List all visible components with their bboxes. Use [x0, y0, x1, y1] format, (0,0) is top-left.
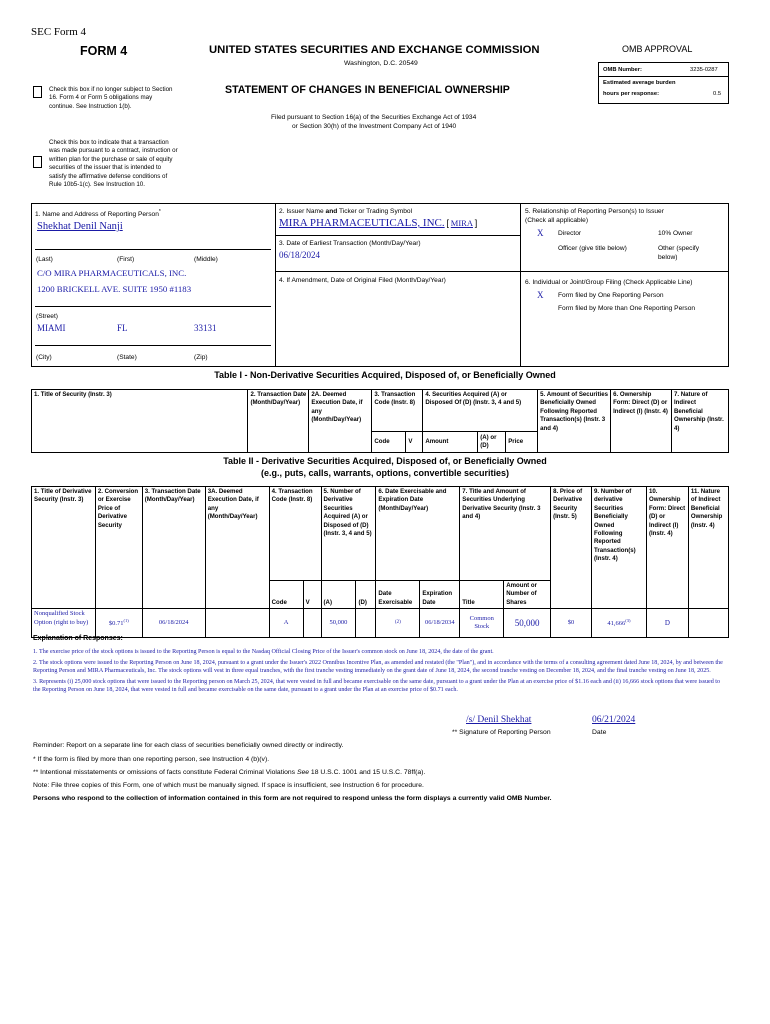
- t2-row-nature: [688, 609, 728, 638]
- t2-col-underlying: 7. Title and Amount of Securities Underlying Derivative Security (Instr. 3 and 4): [460, 487, 551, 581]
- box4-label: 4. If Amendment, Date of Original Filed (Month/Day/Year): [279, 277, 446, 284]
- t2-row-date-exercisable: (2): [376, 609, 420, 638]
- t2-col-owned: 9. Number of derivative Securities Beneficially Owned Following Reported Transaction(s) (Instr. 4): [592, 487, 647, 609]
- t2-row-price: $0.71$^{(1)}$: [95, 609, 142, 638]
- t1-col-amount-owned: 5. Amount of Securities Beneficially Owned Following Reported Transaction(s) (Instr. 3 and 4): [538, 390, 611, 453]
- box6-label: 6. Individual or Joint/Group Filing (Check Applicable Line): [525, 279, 693, 286]
- t2-row-security: Nonqualified Stock Option (right to buy): [32, 609, 96, 638]
- earliest-transaction-date: 06/18/2024: [279, 250, 321, 260]
- address-line-1: C/O MIRA PHARMACEUTICALS, INC.: [37, 268, 187, 278]
- omb-notice: Persons who respond to the collection of information contained in this form are not required to respond unless the form displays a currently valid OMB Number.: [33, 795, 552, 802]
- date-label: Date: [592, 729, 607, 736]
- first-name-label: (First): [117, 256, 135, 263]
- t1-sub-code: Code: [372, 432, 406, 453]
- t1-col-date: 2. Transaction Date (Month/Day/Year): [248, 390, 309, 453]
- t2-row-acquired: 50,000: [321, 609, 356, 638]
- t2-col-nature: 11. Nature of Indirect Beneficial Ownership (Instr. 4): [688, 487, 728, 609]
- more-persons-label: Form filed by More than One Reporting Person: [558, 305, 696, 312]
- signature-date: 06/21/2024: [592, 715, 636, 725]
- t2-row-expiration: 06/18/2034: [420, 609, 460, 638]
- t2-col-title: 1. Title of Derivative Security (Instr. 3): [32, 487, 96, 609]
- t2-row-disposed: [356, 609, 376, 638]
- t2-row-underlying-title: Common Stock: [460, 609, 504, 638]
- issuer-line: MIRA PHARMACEUTICALS, INC. [ MIRA ]: [279, 217, 478, 229]
- box5-label-1: 5. Relationship of Reporting Person(s) to Issuer: [525, 208, 664, 215]
- street-label: (Street): [36, 313, 58, 320]
- t2-sub-expiration: Expiration Date: [420, 581, 460, 609]
- reporting-person-name[interactable]: Shekhat Denil Nanji: [37, 221, 123, 232]
- signature-value: /s/ Denil Shekhat: [466, 715, 532, 725]
- t2-col-exercisable: 6. Date Exercisable and Expiration Date (Month/Day/Year): [376, 487, 460, 581]
- city-value: MIAMI: [37, 323, 66, 333]
- omb-title: OMB APPROVAL: [622, 44, 693, 54]
- t2-col-deemed: 3A. Deemed Execution Date, if any (Month/Day/Year): [205, 487, 269, 609]
- address-line-2: 1200 BRICKELL AVE. SUITE 1950 #1183: [37, 284, 192, 294]
- checkbox-section16-label: Check this box if no longer subject to Section 16. Form 4 or Form 5 obligations may continue. See Instruction 1(b).: [49, 86, 173, 110]
- ten-percent-owner-label: 10% Owner: [658, 230, 693, 237]
- table-row: [32, 609, 729, 638]
- omb-number-value: 3235-0287: [690, 67, 718, 73]
- statement-title: STATEMENT OF CHANGES IN BENEFICIAL OWNERSHIP: [225, 84, 510, 96]
- filed-pursuant-1: Filed pursuant to Section 16(a) of the Securities Exchange Act of 1934: [271, 114, 477, 121]
- signature-label: ** Signature of Reporting Person: [452, 729, 551, 736]
- t1-col-deemed: 2A. Deemed Execution Date, if any (Month/Day/Year): [309, 390, 372, 453]
- footnote-2: 2. The stock options were issued to the Reporting Person on June 18, 2024, pursuant to a grant under the Issuer's 2022 Omnibus Incentive Plan, as amended and restated (the "Plan"), and in accordance with the terms of a consulting agreement dated June 18, 2024, by and between the Reporting Person and MIRA Pharmaceuticals, Inc. The stock options will vest in three equal tranches, with the first tranche vesting immediately on the grant date of June 18, 2024, the second tranche vesting on December 18, 2024, and the final tranche vesting on June 18, 2025.: [33, 659, 723, 675]
- omb-hours-value: 0.5: [713, 91, 722, 97]
- violation-note: ** Intentional misstatements or omissions of facts constitute Federal Criminal Violations See 18 U.S.C. 1001 and 15 U.S.C. 78ff(a).: [33, 769, 426, 776]
- t1-sub-amount: Amount: [423, 432, 478, 453]
- officer-label: Officer (give title below): [558, 245, 627, 252]
- t2-row-v: [303, 609, 321, 638]
- t2-row-date: 06/18/2024: [142, 609, 205, 638]
- t1-sub-price: Price: [506, 432, 538, 453]
- last-name-label: (Last): [36, 256, 53, 263]
- director-label: Director: [558, 230, 582, 237]
- t1-col-title: 1. Title of Security (Instr. 3): [32, 390, 248, 453]
- t1-col-securities: 4. Securities Acquired (A) or Disposed Of (D) (Instr. 3, 4 and 5): [423, 390, 538, 432]
- t1-col-nature: 7. Nature of Indirect Beneficial Ownership (Instr. 4): [671, 390, 728, 453]
- t2-sub-d: (D): [356, 581, 376, 609]
- one-person-mark[interactable]: X: [537, 290, 544, 300]
- issuer-ticker[interactable]: MIRA: [450, 218, 473, 228]
- footnote-3: 3. Represents (i) 25,000 stock options that were issued to the Reporting person on March 25, 2024, that were vested in full and became exercisable on the same date, pursuant to a grant under the Plan at an exercise price of $1.16 each and (ii) 16,666 stock options that were issued to the Reporting Person on June 18, 2024, that were vested in full and became exercisable on the same date, pursuant to a grant under the Plan at an exercise price of $0.71 each.: [33, 678, 721, 694]
- filed-pursuant-2: or Section 30(h) of the Investment Company Act of 1940: [292, 123, 457, 130]
- instruction-note: * If the form is filed by more than one reporting person, see Instruction 4 (b)(v).: [33, 756, 270, 763]
- t2-row-owned: 41,666$^{(3)}$: [592, 609, 647, 638]
- one-person-label: Form filed by One Reporting Person: [558, 292, 664, 299]
- form-label: SEC Form 4: [31, 26, 87, 38]
- t2-sub-v: V: [303, 581, 321, 609]
- t2-col-code: 4. Transaction Code (Instr. 8): [269, 487, 321, 581]
- t2-row-form: D: [646, 609, 688, 638]
- table1: [31, 389, 729, 453]
- t2-sub-amount-shares: Amount or Number of Shares: [504, 581, 551, 609]
- t1-sub-a-or-d: (A) or (D): [478, 432, 506, 453]
- t2-sub-a: (A): [321, 581, 356, 609]
- agency-name: UNITED STATES SECURITIES AND EXCHANGE COMMISSION: [209, 44, 540, 56]
- t2-col-number: 5. Number of Derivative Securities Acquired (A) or Disposed of (D) (Instr. 3, 4 and 5): [321, 487, 376, 581]
- table2-title: Table II - Derivative Securities Acquired, Disposed of, or Beneficially Owned: [223, 456, 547, 466]
- t2-col-conversion: 2. Conversion or Exercise Price of Derivative Security: [95, 487, 142, 609]
- director-mark[interactable]: X: [537, 228, 544, 238]
- t2-sub-title: Title: [460, 581, 504, 609]
- other-label: Other (specify below): [658, 245, 700, 261]
- t2-col-ownership-form: 10. Ownership Form: Direct (D) or Indirect (I) (Instr. 4): [646, 487, 688, 609]
- t2-sub-code: Code: [269, 581, 303, 609]
- t1-col-code: 3. Transaction Code (Instr. 8): [372, 390, 423, 432]
- middle-name-label: (Middle): [194, 256, 218, 263]
- footnote-1: 1. The exercise price of the stock options is issued to the Reporting Person is equal to the Nasdaq Official Closing Price of the Issuer's common stock on June 18, 2024, the date of the grant.: [33, 649, 494, 655]
- box2-label: 2. Issuer Name and Ticker or Trading Symbol: [279, 208, 413, 215]
- omb-hours-label: hours per response:: [603, 91, 660, 97]
- checkbox-section16[interactable]: [33, 86, 42, 98]
- t2-col-price: 8. Price of Derivative Security (Instr. 5): [551, 487, 592, 609]
- table2-subtitle: (e.g., puts, calls, warrants, options, convertible securities): [260, 468, 510, 478]
- state-value: FL: [117, 323, 128, 333]
- omb-burden-label: Estimated average burden: [603, 80, 676, 86]
- zip-label: (Zip): [194, 354, 208, 361]
- t2-sub-date-exercisable: Date Exercisable: [376, 581, 420, 609]
- t2-row-deriv-price: $0: [551, 609, 592, 638]
- explanation-body: [33, 648, 728, 695]
- t2-row-underlying-shares: 50,000: [504, 609, 551, 638]
- box3-label: 3. Date of Earliest Transaction (Month/Day/Year): [279, 240, 421, 247]
- city-label: (City): [36, 354, 52, 361]
- agency-city: Washington, D.C. 20549: [344, 60, 418, 67]
- reminder-text: Reminder: Report on a separate line for each class of securities beneficially owned directly or indirectly.: [33, 742, 344, 749]
- zip-value: 33131: [194, 323, 217, 333]
- t2-row-code: A: [269, 609, 303, 638]
- issuer-name[interactable]: MIRA PHARMACEUTICALS, INC.: [279, 217, 445, 229]
- table2: [31, 486, 729, 638]
- t1-sub-v: V: [406, 432, 423, 453]
- t2-col-date: 3. Transaction Date (Month/Day/Year): [142, 487, 205, 609]
- checkbox-10b5-1[interactable]: [33, 156, 42, 168]
- checkbox-10b5-1-label: Check this box to indicate that a transaction was made pursuant to a contract, instruction or written plan for the purchase or sale of equity securities of the issuer that is intended to satisfy the affirmative defense conditions of Rule 10b5-1(c). See Instruction 10.: [49, 139, 178, 189]
- omb-number-label: OMB Number:: [603, 67, 642, 73]
- t2-row-deemed: [205, 609, 269, 638]
- table1-title: Table I - Non-Derivative Securities Acquired, Disposed of, or Beneficially Owned: [214, 370, 556, 380]
- form-title: FORM 4: [80, 44, 128, 58]
- state-label: (State): [117, 354, 137, 361]
- copies-note: Note: File three copies of this Form, one of which must be manually signed. If space is insufficient, see Instruction 6 for procedure.: [33, 782, 424, 789]
- box5-label-2: (Check all applicable): [525, 217, 589, 224]
- explanation-title: Explanation of Responses:: [33, 635, 123, 642]
- box1-label: 1. Name and Address of Reporting Person*: [35, 209, 161, 219]
- t1-col-ownership-form: 6. Ownership Form: Direct (D) or Indirect (I) (Instr. 4): [611, 390, 672, 453]
